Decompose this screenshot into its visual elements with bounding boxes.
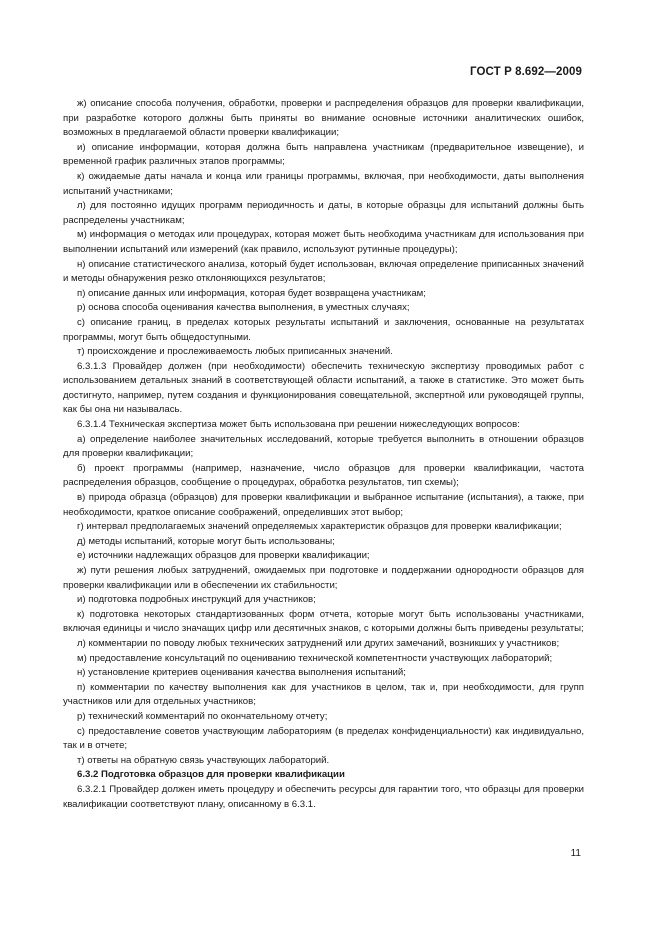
paragraph: р) основа способа оценивания качества выполнения, в уместных случаях; [77, 302, 410, 314]
paragraph: 6.3.1.3 Провайдер должен (при необходимости) обеспечить техническую экспертизу проводимых работ с использованием детальных знаний в соответствующей области испытаний, а также в статистике. Это может быть достигнуто, например, путем создания и функционирования совещательной, экспертной или руководящей группы, как бы она ни называлась. [63, 360, 584, 416]
paragraph: 6.3.1.4 Техническая экспертиза может быть использована при решении нижеследующих вопросов: [77, 419, 520, 431]
paragraph: с) описание границ, в пределах которых результаты испытаний и заключения, основанные на результатах программы, могут быть общедоступными. [63, 316, 584, 343]
paragraph: ж) пути решения любых затруднений, ожидаемых при подготовке и поддержании однородности образцов для проверки квалификации или в обеспечении их стабильности; [63, 565, 584, 591]
paragraph: е) источники надлежащих образцов для проверки квалификации; [77, 550, 370, 562]
paragraph: д) методы испытаний, которые могут быть использованы; [77, 535, 335, 547]
paragraph: и) описание информации, которая должна быть направлена участникам (предварительное извещение), и временной график различных этапов программы; [63, 141, 584, 168]
paragraph: ж) описание способа получения, обработки, проверки и распределения образцов для проверки квалификации, при разработке которого должны быть приняты во внимание основные источники аналитических ошибок, возможных в предлагаемой области проверки квалификации; [63, 98, 584, 139]
paragraph: л) для постоянно идущих программ периодичность и даты, в которые образцы для испытаний должны быть распределены участникам; [63, 200, 584, 226]
paragraph: р) технический комментарий по окончательному отчету; [77, 710, 328, 722]
paragraph: п) комментарии по качеству выполнения как для участников в целом, так и, при необходимости, для групп участников или для отдельных участников; [63, 681, 584, 708]
paragraph: в) природа образца (образцов) для проверки квалификации и выбранное испытание (испытания), а также, при необходимости, краткое описание соображений, определивших этот выбор; [63, 492, 584, 518]
paragraph: н) описание статистического анализа, который будет использован, включая определение приписанных значений и методы обнаружения резко отклоняющихся результатов; [63, 258, 584, 285]
paragraph: м) информация о методах или процедурах, которая может быть необходима участникам для использования при выполнении испытаний или измерений (как правило, используют рутинные процедуры); [63, 229, 584, 255]
paragraph: т) происхождение и прослеживаемость любых приписанных значений. [77, 346, 393, 358]
paragraph: а) определение наиболее значительных исследований, которые требуется выполнить в отношении образцов для проверки квалификации; [63, 433, 584, 460]
paragraph: м) предоставление консультаций по оцениванию технической компетентности участвующих лабораторий; [77, 652, 553, 664]
paragraph: г) интервал предполагаемых значений определяемых характеристик образцов для проверки квалификации; [77, 521, 562, 533]
paragraph: и) подготовка подробных инструкций для участников; [77, 594, 316, 606]
paragraph: т) ответы на обратную связь участвующих лабораторий. [77, 754, 330, 766]
paragraph: б) проект программы (например, назначение, число образцов для проверки квалификации, частота распределения образцов, сообщение о процедурах, обработка результатов, тип схемы); [63, 462, 584, 489]
paragraph: п) описание данных или информация, которая будет возвращена участникам; [77, 287, 426, 299]
paragraph: с) предоставление советов участвующим лабораториям (в пределах конфиденциальности) как индивидуально, так и в отчете; [63, 725, 584, 752]
section-heading: 6.3.2 Подготовка образцов для проверки квалификации [77, 769, 345, 781]
paragraph: 6.3.2.1 Провайдер должен иметь процедуру и обеспечить ресурсы для гарантии того, что образцы для проверки квалификации соответствуют плану, описанному в 6.3.1. [63, 783, 584, 810]
paragraph: н) установление критериев оценивания качества выполнения испытаний; [77, 667, 406, 679]
paragraph: к) ожидаемые даты начала и конца или границы программы, включая, при необходимости, даты выполнения испытаний участниками; [63, 170, 584, 197]
page-header: ГОСТ Р 8.692—2009 [470, 66, 582, 78]
document-body [63, 97, 584, 812]
paragraph: л) комментарии по поводу любых технических затруднений или других замечаний, возникших у участников; [77, 637, 560, 649]
paragraph: к) подготовка некоторых стандартизованных форм отчета, которые могут быть использованы участниками, включая единицы и число значащих цифр или десятичных знаков, с которыми должны быть приведены результаты; [63, 608, 584, 635]
page-number: 11 [570, 848, 581, 859]
